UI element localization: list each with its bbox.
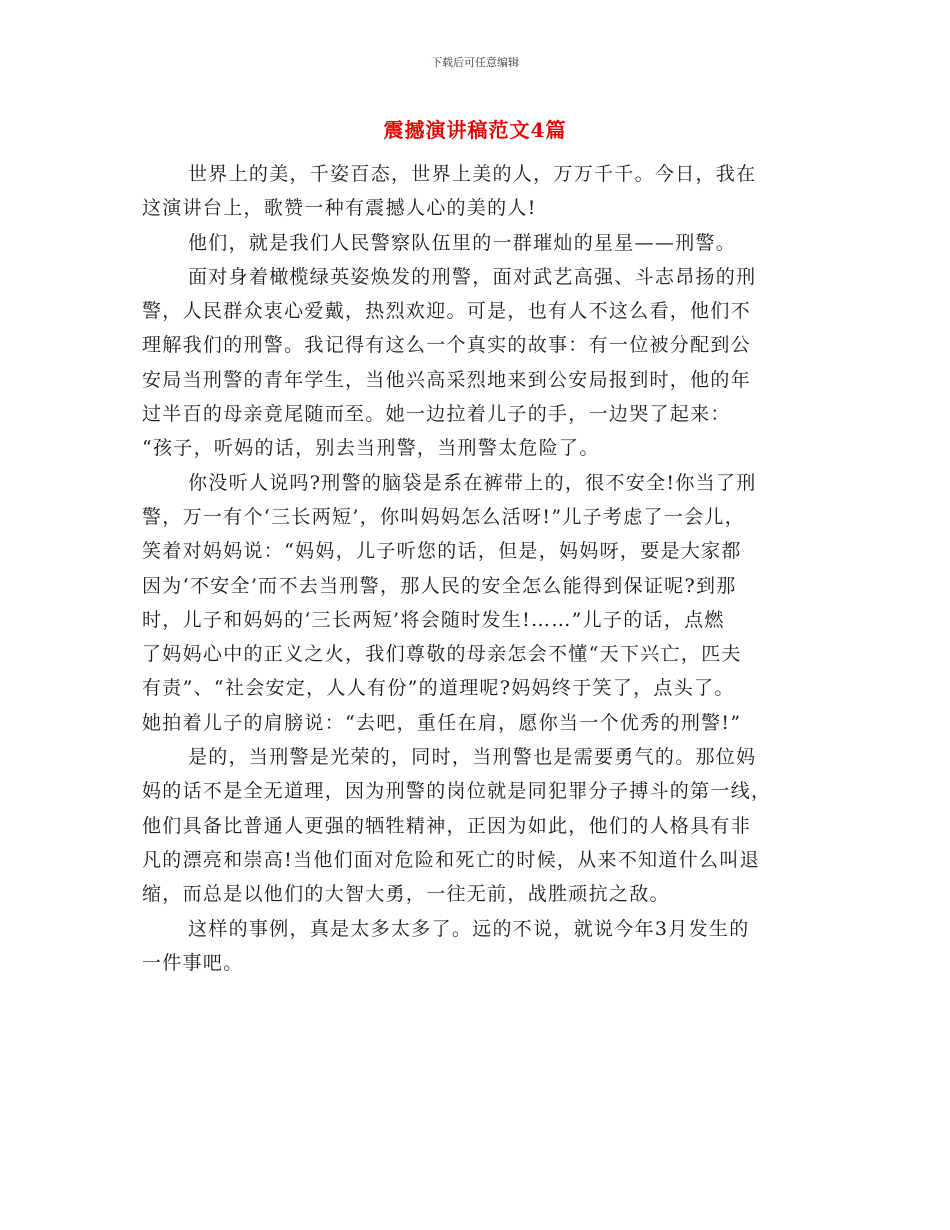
body-line: 笑着对妈妈说：“妈妈，儿子听您的话，但是，妈妈呀，要是大家都 xyxy=(142,540,742,563)
body-line: 他们，就是我们人民警察队伍里的一群璀灿的星星——刑警。 xyxy=(188,231,737,254)
body-line: 这样的事例，真是太多太多了。远的不说，就说今年3月发生的 xyxy=(188,917,750,940)
body-line: “孩子，听妈的话，别去当刑警，当刑警太危险了。 xyxy=(142,437,600,460)
document-body xyxy=(142,157,812,980)
body-line: 他们具备比普通人更强的牺牲精神，正因为如此，他们的人格具有非 xyxy=(142,814,752,837)
body-line: 一件事吧。 xyxy=(142,951,244,974)
body-line: 有责”、“社会安定，人人有份”的道理呢?妈妈终于笑了，点头了。 xyxy=(142,677,735,700)
header-note: 下载后可任意编辑 xyxy=(431,56,519,69)
body-line: 警，万一有个‘三长两短’，你叫妈妈怎么活呀!”儿子考虑了一会儿， xyxy=(142,505,746,528)
body-line: 这演讲台上，歌赞一种有震撼人心的美的人! xyxy=(142,197,537,220)
body-line: 面对身着橄榄绿英姿焕发的刑警，面对武艺高强、斗志昂扬的刑 xyxy=(188,265,757,288)
body-line: 妈的话不是全无道理，因为刑警的岗位就是同犯罪分子搏斗的第一线， xyxy=(142,780,772,803)
body-line: 是的，当刑警是光荣的，同时，当刑警也是需要勇气的。那位妈 xyxy=(188,746,757,769)
body-line: 因为‘不安全’而不去当刑警，那人民的安全怎么能得到保证呢?到那 xyxy=(142,574,737,597)
document-title: 震撼演讲稿范文4篇 xyxy=(383,118,567,142)
body-line: 时，儿子和妈妈的‘三长两短’将会随时发生!……”儿子的话，点燃 xyxy=(142,608,725,631)
body-line: 凡的漂亮和崇高!当他们面对危险和死亡的时候，从来不知道什么叫退 xyxy=(142,848,760,871)
body-line: 警，人民群众衷心爱戴，热烈欢迎。可是，也有人不这么看，他们不 xyxy=(142,300,752,323)
body-line: 世界上的美，千姿百态，世界上美的人，万万千千。今日，我在 xyxy=(188,163,757,185)
body-line: 了妈妈心中的正义之火，我们尊敬的母亲怎会不懂“天下兴亡，匹夫 xyxy=(142,643,742,666)
body-line: 你没听人说吗?刑警的脑袋是系在裤带上的，很不安全!你当了刑 xyxy=(188,471,757,494)
body-line: 安局当刑警的青年学生，当他兴高采烈地来到公安局报到时，他的年 xyxy=(142,368,752,391)
body-line: 她拍着儿子的肩膀说：“去吧，重任在肩，愿你当一个优秀的刑警!” xyxy=(142,711,742,734)
body-line: 理解我们的刑警。我记得有这么一个真实的故事：有一位被分配到公 xyxy=(142,334,752,357)
body-line: 过半百的母亲竟尾随而至。她一边拉着儿子的手，一边哭了起来： xyxy=(142,403,731,426)
body-line: 缩，而总是以他们的大智大勇，一往无前，战胜顽抗之敌。 xyxy=(142,883,670,906)
